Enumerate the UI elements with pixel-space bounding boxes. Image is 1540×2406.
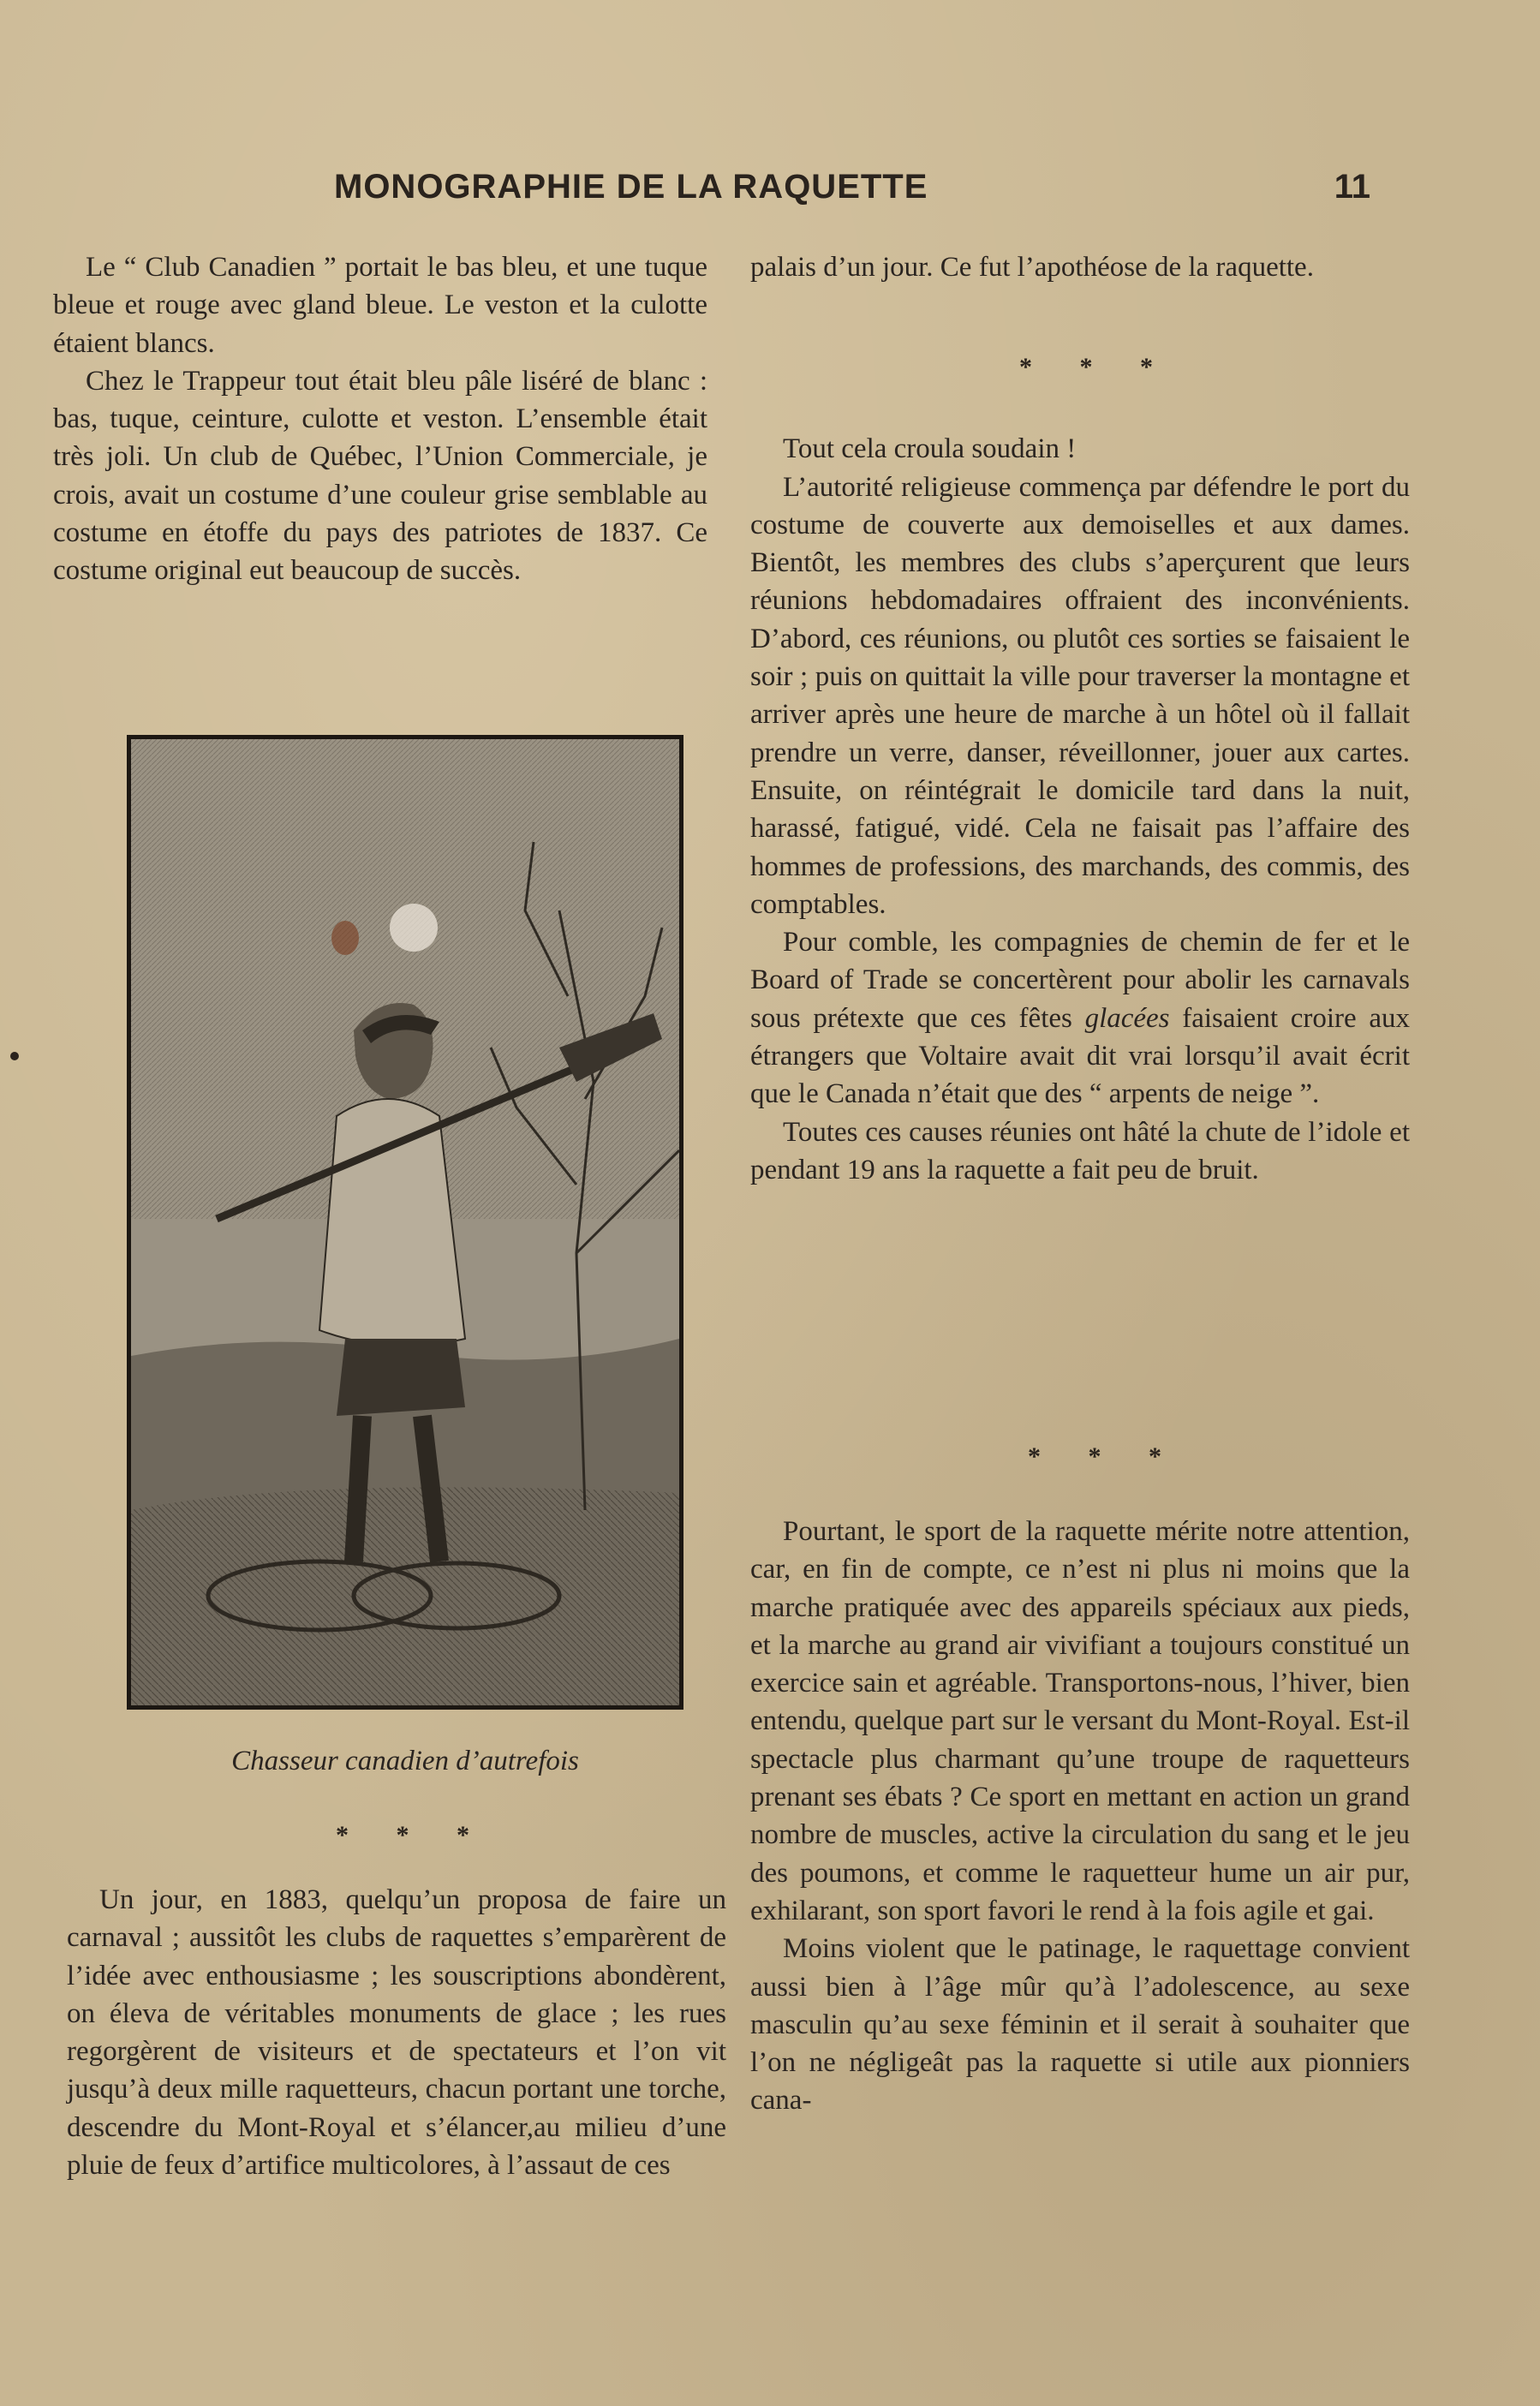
- hunter-engraving: [131, 739, 679, 1705]
- right-column-bottom: [750, 1513, 1410, 2120]
- left-column-bottom: [67, 1881, 726, 2184]
- text-run: Pour comble, les compagnies de chemin de fer et le Board of Trade se concertèrent pour abolir les carnavals sous prétexte que ces fêtes: [750, 927, 1410, 1034]
- section-separator: * * *: [1028, 1442, 1182, 1471]
- paragraph: Le “ Club Canadien ” portait le bas bleu, et une tuque bleue et rouge avec gland bleue. Le veston et la culotte étaient blancs.: [53, 252, 707, 359]
- section-separator: * * *: [1019, 353, 1173, 381]
- paragraph: Toutes ces causes réunies ont hâté la chute de l’idole et pendant 19 ans la raquette a fait peu de bruit.: [750, 1116, 1410, 1185]
- page-number: 11: [1334, 168, 1370, 206]
- paragraph: Tout cela croula soudain !: [783, 433, 1077, 465]
- right-column-top: [750, 248, 1410, 1189]
- ink-speck: [10, 1052, 19, 1060]
- illustration-hunter: [127, 735, 683, 1710]
- paragraph: Pourtant, le sport de la raquette mérite notre attention, car, en fin de compte, ce n’est ni plus ni moins que la marche pratiquée avec des appareils spéciaux aux pieds, et la marche au grand air vivifiant a toujours constitué un exercice sain et agréable. Transportons-nous, l’hiver, bien entendu, quelque part sur le versant du Mont-Royal. Est-il spectacle plus charmant qu’une troupe de raquetteurs prenant ses ébats ? Ce sport en mettant en action un grand nombre de muscles, active la circulation du sang et le jeu des poumons, et comme le raquetteur hume un air pur, exhilarant, son sport favori le rend à la fois agile et gai.: [750, 1516, 1410, 1926]
- left-column-top: [53, 248, 707, 590]
- running-title: MONOGRAPHIE DE LA RAQUETTE: [334, 168, 928, 206]
- paragraph: [750, 923, 1410, 1113]
- emphasis: glacées: [1084, 1002, 1170, 1034]
- paragraph: Un jour, en 1883, quelqu’un proposa de faire un carnaval ; aussitôt les clubs de raquettes s’emparèrent de l’idée avec enthousiasme ; les souscriptions abondèrent, on éleva de véritables monuments de glace ; les rues regorgèrent de visiteurs et de spectateurs et l’on vit jusqu’à deux mille raquetteurs, chacun portant une torche, descendre du Mont-Royal et s’élancer,au milieu d’une pluie de feux d’artifice multicolores, à l’assaut de ces: [67, 1884, 726, 2182]
- figure-caption: Chasseur canadien d’autrefois: [231, 1746, 579, 1776]
- paragraph: Chez le Trappeur tout était bleu pâle liséré de blanc : bas, tuque, ceinture, culotte et veston. L’ensemble était très joli. Un club de Québec, l’Union Commerciale, je crois, avait un costume d’une couleur grise semblable au costume en étoffe du pays des patriotes de 1837. Ce costume original eut beaucoup de succès.: [53, 365, 707, 587]
- page-header: [334, 168, 1370, 219]
- section-separator: * * *: [336, 1821, 490, 1849]
- paragraph: L’autorité religieuse commença par défendre le port du costume de couverte aux demoiselles et aux dames. Bientôt, les membres des clubs s’aperçurent que leurs réunions hebdomadaires offraient des inconvénients. D’abord, ces réunions, ou plutôt ces sorties se faisaient le soir ; puis on quittait la ville pour traverser la montagne et arriver après une heure de marche à un hôtel où il fallait prendre un verre, danser, réveillonner, jouer aux cartes. Ensuite, on réintégrait le domicile tard dans la nuit, harassé, fatigué, vidé. Cela ne faisait pas l’affaire des hommes de professions, des marchands, des commis, des comptables.: [750, 471, 1410, 920]
- paragraph: Moins violent que le patinage, le raquettage convient aussi bien à l’âge mûr qu’à l’adolescence, au sexe masculin qu’au sexe féminin et il serait à souhaiter que l’on ne négligeât pas la raquette si utile aux pionniers cana-: [750, 1933, 1410, 2116]
- paragraph-continuation: palais d’un jour. Ce fut l’apothéose de la raquette.: [750, 252, 1314, 283]
- text-run: faisaient croire aux étrangers que Voltaire avait dit vrai lorsqu’il avait écrit que le Canada n’était que des “ arpents de neige ”.: [750, 1002, 1410, 1110]
